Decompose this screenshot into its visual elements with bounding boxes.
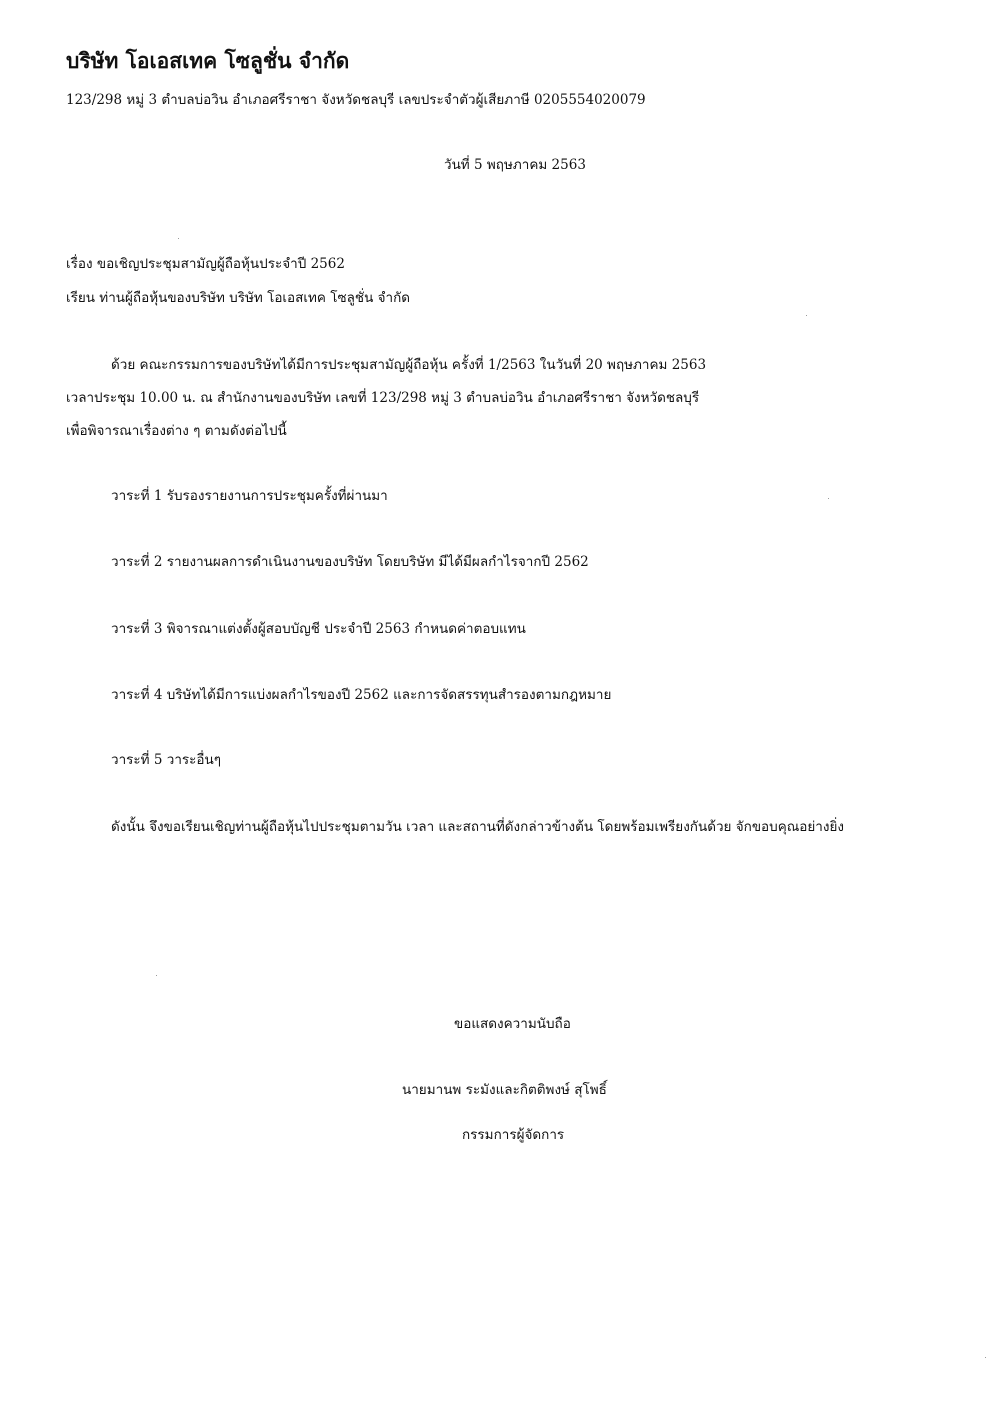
signature-regards: ขอแสดงความนับถือ [454,1016,571,1032]
body-paragraph-line: ด้วย คณะกรรมการของบริษัทได้มีการประชุมสามัญผู้ถือหุ้น ครั้งที่ 1/2563 ในวันที่ 20 พฤษภาคม 2563 [111,357,707,373]
signatory-name: นายมานพ ระมังและกิตติพงษ์ สุโพธิ์ [402,1082,607,1098]
agenda-item: วาระที่ 2 รายงานผลการดำเนินงานของบริษัท โดยบริษัท มีได้มีผลกำไรจากปี 2562 [111,554,589,570]
closing-paragraph: ดังนั้น จึงขอเรียนเชิญท่านผู้ถือหุ้นไปประชุมตามวัน เวลา และสถานที่ดังกล่าวข้างต้น โดยพร้อมเพรียงกันด้วย จักขอบคุณอย่างยิ่ง [111,819,844,835]
letter-subject: เรื่อง ขอเชิญประชุมสามัญผู้ถือหุ้นประจำปี 2562 [66,256,345,272]
scan-speck [156,975,157,976]
signatory-title: กรรมการผู้จัดการ [462,1127,565,1143]
scan-speck [806,315,807,316]
body-paragraph-line: เวลาประชุม 10.00 น. ณ สำนักงานของบริษัท เลขที่ 123/298 หมู่ 3 ตำบลบ่อวิน อำเภอศรีราชา จังหวัดชลบุรี [66,390,700,406]
scan-speck [985,1357,986,1358]
agenda-item: วาระที่ 1 รับรองรายงานการประชุมครั้งที่ผ่านมา [111,488,388,504]
company-name: บริษัท โอเอสเทค โซลูชั่น จำกัด [66,48,350,73]
scan-speck [178,238,179,239]
agenda-item: วาระที่ 4 บริษัทได้มีการแบ่งผลกำไรของปี 2562 และการจัดสรรทุนสำรองตามกฎหมาย [111,687,612,703]
letter-date: วันที่ 5 พฤษภาคม 2563 [444,157,586,173]
agenda-item: วาระที่ 3 พิจารณาแต่งตั้งผู้สอบบัญชี ประจำปี 2563 กำหนดค่าตอบแทน [111,621,526,637]
scan-speck [828,498,829,499]
letter-salutation: เรียน ท่านผู้ถือหุ้นของบริษัท บริษัท โอเอสเทค โซลูชั่น จำกัด [66,290,411,306]
agenda-item: วาระที่ 5 วาระอื่นๆ [111,752,221,768]
company-address: 123/298 หมู่ 3 ตำบลบ่อวิน อำเภอศรีราชา จังหวัดชลบุรี เลขประจำตัวผู้เสียภาษี 0205554020079 [66,92,646,108]
body-paragraph-line: เพื่อพิจารณาเรื่องต่าง ๆ ตามดังต่อไปนี้ [66,423,287,439]
